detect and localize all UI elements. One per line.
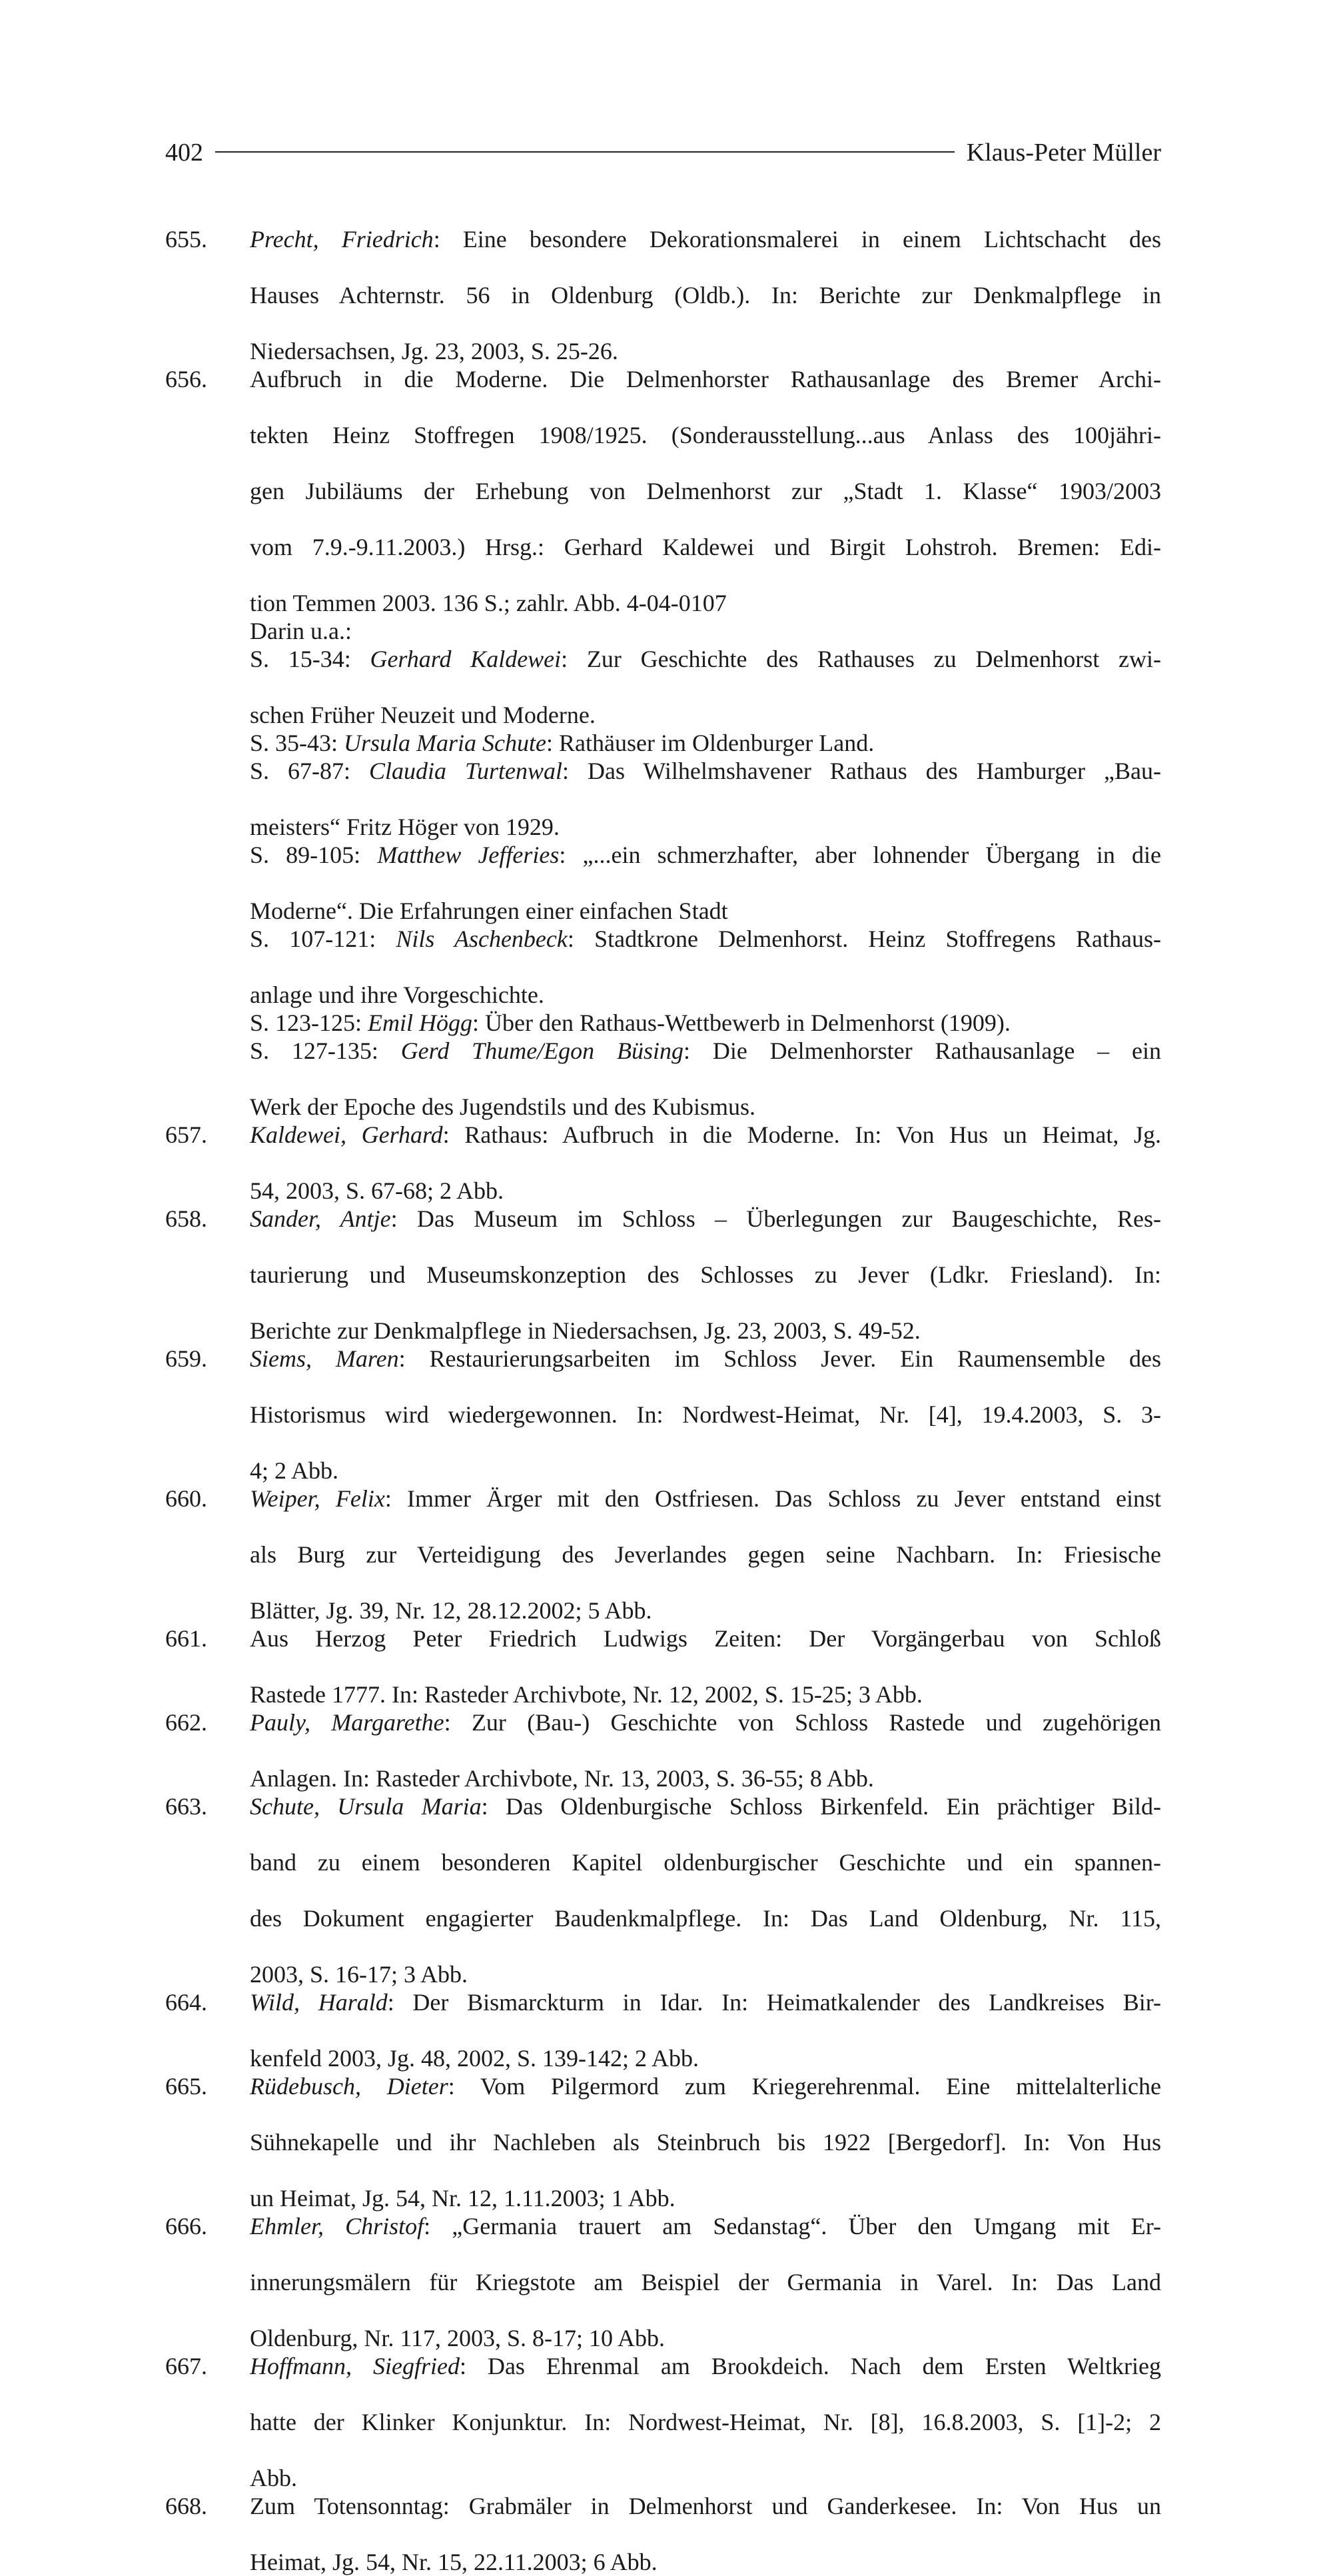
text-line	[250, 1177, 1161, 1205]
text-line	[250, 1009, 1161, 1037]
entry-author: Gerd Thume/Egon Büsing	[400, 1037, 684, 1064]
bibliography-entry	[165, 1121, 1161, 1205]
contents-item	[250, 757, 1161, 841]
bibliography-entry	[165, 1792, 1161, 1988]
entry-author: Emil Högg	[368, 1009, 473, 1036]
bibliography-entry	[165, 1708, 1161, 1792]
entry-text: meisters“ Fritz Höger von 1929.	[250, 814, 560, 840]
text-line	[250, 421, 1161, 477]
bibliography-entry	[165, 1624, 1161, 1708]
page-range: S. 107-121:	[250, 926, 396, 952]
text-line	[250, 1708, 1161, 1764]
entry-author: Weiper, Felix	[250, 1485, 385, 1512]
text-line	[250, 1960, 1161, 1988]
entry-text: anlage und ihre Vorgeschichte.	[250, 981, 544, 1008]
entry-number: 668.	[165, 2493, 207, 2519]
text-line	[250, 2044, 1161, 2072]
entry-author: Sander, Antje	[250, 1205, 391, 1232]
text-line	[250, 225, 1161, 281]
entry-author: Siems, Maren	[250, 1345, 399, 1372]
text-line	[250, 1988, 1161, 2044]
entry-text: Werk der Epoche des Jugendstils und des Kubismus.	[250, 1093, 755, 1120]
text-line	[250, 729, 1161, 757]
text-line	[250, 2352, 1161, 2408]
entry-author: Matthew Jefferies	[377, 842, 560, 868]
bibliography-list	[165, 225, 1161, 2576]
entry-text: : Die Delmenhorster Rathausanlage – ein	[683, 1037, 1161, 1064]
text-line	[250, 533, 1161, 589]
bibliography-entry	[165, 1485, 1161, 1624]
entry-text: taurierung und Museumskonzeption des Schlosses zu Jever (Ldkr. Friesland). In:	[250, 1261, 1161, 1288]
text-line	[250, 1904, 1161, 1960]
entry-text: : Stadtkrone Delmenhorst. Heinz Stoffregens Rathaus-	[567, 926, 1161, 952]
entry-author: Precht, Friedrich	[250, 226, 434, 253]
text-line	[250, 757, 1161, 813]
entry-author: Ursula Maria Schute	[344, 730, 546, 756]
contents-item	[250, 1037, 1161, 1121]
entry-text: Historismus wird wiedergewonnen. In: Nordwest-Heimat, Nr. [4], 19.4.2003, S. 3-	[250, 1401, 1161, 1428]
page-range: S. 89-105:	[250, 842, 378, 868]
text-line	[250, 2492, 1161, 2548]
entry-text: tekten Heinz Stoffregen 1908/1925. (Sonderausstellung...aus Anlass des 100jähri-	[250, 422, 1161, 448]
entry-text: kenfeld 2003, Jg. 48, 2002, S. 139-142; 2 Abb.	[250, 2045, 699, 2072]
text-line	[250, 1261, 1161, 1317]
entry-text: : Vom Pilgermord zum Kriegerehrenmal. Eine mittelalterliche	[448, 2073, 1161, 2100]
bibliography-entry	[165, 2492, 1161, 2576]
entry-text: : „Germania trauert am Sedanstag“. Über den Umgang mit Er-	[424, 2213, 1161, 2240]
entry-author: Wild, Harald	[250, 1989, 388, 2016]
text-line	[250, 2324, 1161, 2352]
entry-author: Nils Aschenbeck	[396, 926, 568, 952]
header-author: Klaus-Peter Müller	[966, 139, 1161, 167]
text-line	[250, 1764, 1161, 1792]
entry-author: Schute, Ursula Maria	[250, 1793, 482, 1820]
entry-text: : Das Ehrenmal am Brookdeich. Nach dem Ersten Weltkrieg	[459, 2353, 1161, 2379]
entry-text: als Burg zur Verteidigung des Jeverlandes gegen seine Nachbarn. In: Friesische	[250, 1541, 1161, 1568]
text-line	[250, 365, 1161, 421]
entry-text: band zu einem besonderen Kapitel oldenburgischer Geschichte und ein spannen-	[250, 1849, 1161, 1876]
contents-item	[250, 729, 1161, 757]
text-line	[250, 2212, 1161, 2268]
page-range: S. 123-125:	[250, 1009, 368, 1036]
entry-text: vom 7.9.-9.11.2003.) Hrsg.: Gerhard Kaldewei und Birgit Lohstroh. Bremen: Edi-	[250, 534, 1161, 560]
entry-text: : Das Museum im Schloss – Überlegungen zur Baugeschichte, Res-	[390, 1205, 1161, 1232]
entry-text: des Dokument engagierter Baudenkmalpflege. In: Das Land Oldenburg, Nr. 115,	[250, 1905, 1161, 1932]
text-line	[250, 2072, 1161, 2128]
text-line	[250, 2128, 1161, 2184]
contents-intro: Darin u.a.:	[250, 618, 352, 644]
entry-text: Blätter, Jg. 39, Nr. 12, 28.12.2002; 5 Abb.	[250, 1597, 652, 1624]
page-range: S. 127-135:	[250, 1037, 401, 1064]
entry-author: Kaldewei, Gerhard	[250, 1121, 443, 1148]
entry-text: : Restaurierungsarbeiten im Schloss Jever. Ein Raumensemble des	[398, 1345, 1161, 1372]
entry-text: hatte der Klinker Konjunktur. In: Nordwest-Heimat, Nr. [8], 16.8.2003, S. [1]-2; 2	[250, 2409, 1161, 2435]
page-number: 402	[165, 139, 203, 167]
text-line	[250, 813, 1161, 841]
entry-text: : Eine besondere Dekorationsmalerei in einem Lichtschacht des	[433, 226, 1161, 253]
text-line	[250, 1848, 1161, 1904]
entry-text: Sühnekapelle und ihr Nachleben als Steinbruch bis 1922 [Bergedorf]. In: Von Hus	[250, 2129, 1161, 2156]
entry-number: 661.	[165, 1625, 207, 1652]
bibliography-entry	[165, 1988, 1161, 2072]
text-line	[250, 897, 1161, 925]
entry-text: Moderne“. Die Erfahrungen einer einfachen Stadt	[250, 898, 728, 924]
text-line	[250, 337, 1161, 365]
header-rule	[215, 151, 955, 153]
contents-item	[250, 645, 1161, 729]
page-range: S. 15-34:	[250, 646, 370, 672]
text-line	[250, 2268, 1161, 2324]
entry-text: schen Früher Neuzeit und Moderne.	[250, 702, 596, 728]
entry-text: Zum Totensonntag: Grabmäler in Delmenhorst und Ganderkesee. In: Von Hus un	[250, 2493, 1161, 2519]
text-line	[250, 1037, 1161, 1093]
entry-number: 660.	[165, 1485, 207, 1512]
entry-text: : Immer Ärger mit den Ostfriesen. Das Schloss zu Jever entstand einst	[384, 1485, 1161, 1512]
entry-text: : Das Wilhelmshavener Rathaus des Hamburger „Bau-	[562, 758, 1161, 784]
text-line	[250, 925, 1161, 981]
text-line	[250, 1597, 1161, 1624]
entry-text: Anlagen. In: Rasteder Archivbote, Nr. 13, 2003, S. 36-55; 8 Abb.	[250, 1765, 874, 1792]
entry-number: 656.	[165, 366, 207, 392]
entry-text: 4; 2 Abb.	[250, 1457, 339, 1484]
bibliography-entry	[165, 225, 1161, 365]
entry-text: Oldenburg, Nr. 117, 2003, S. 8-17; 10 Abb.	[250, 2325, 666, 2351]
entry-author: Pauly, Margarethe	[250, 1709, 444, 1736]
entry-text: : „...ein schmerzhafter, aber lohnender Übergang in die	[559, 842, 1161, 868]
entry-text: : Über den Rathaus-Wettbewerb in Delmenhorst (1909).	[472, 1009, 1011, 1036]
entry-author: Hoffmann, Siegfried	[250, 2353, 460, 2379]
entry-text: : Der Bismarckturm in Idar. In: Heimatkalender des Landkreises Bir-	[387, 1989, 1161, 2016]
text-line	[250, 2184, 1161, 2212]
text-line	[250, 1624, 1161, 1680]
contents-item	[250, 1009, 1161, 1037]
text-line	[250, 1401, 1161, 1457]
entry-number: 667.	[165, 2353, 207, 2379]
entry-text: : Zur (Bau-) Geschichte von Schloss Rastede und zugehörigen	[444, 1709, 1161, 1736]
bibliography-entry	[165, 2352, 1161, 2492]
entry-number: 657.	[165, 1121, 207, 1148]
entry-number: 662.	[165, 1709, 207, 1736]
text-line	[250, 1792, 1161, 1848]
text-line	[250, 981, 1161, 1009]
entry-number: 663.	[165, 1793, 207, 1820]
text-line	[250, 1121, 1161, 1177]
entry-number: 665.	[165, 2073, 207, 2100]
entry-text: Aufbruch in die Moderne. Die Delmenhorster Rathausanlage des Bremer Archi-	[250, 366, 1161, 392]
entry-text: Aus Herzog Peter Friedrich Ludwigs Zeiten: Der Vorgängerbau von Schloß	[250, 1625, 1161, 1652]
entry-number: 658.	[165, 1205, 207, 1232]
entry-number: 659.	[165, 1345, 207, 1372]
entry-number: 666.	[165, 2213, 207, 2240]
entry-text: 54, 2003, S. 67-68; 2 Abb.	[250, 1177, 504, 1204]
text-line	[250, 1457, 1161, 1485]
entry-number: 664.	[165, 1989, 207, 2016]
text-line	[250, 589, 1161, 617]
text-line	[250, 1541, 1161, 1597]
page-range: S. 35-43:	[250, 730, 344, 756]
bibliography-entry	[165, 2072, 1161, 2212]
text-line	[250, 1345, 1161, 1401]
entry-text: : Zur Geschichte des Rathauses zu Delmenhorst zwi-	[561, 646, 1161, 672]
text-line	[250, 645, 1161, 701]
text-line	[250, 477, 1161, 533]
bibliography-entry	[165, 1205, 1161, 1345]
bibliography-entry	[165, 2212, 1161, 2352]
contents-item	[250, 925, 1161, 1009]
text-line	[250, 1485, 1161, 1541]
text-line	[250, 701, 1161, 729]
entry-text: : Rathäuser im Oldenburger Land.	[546, 730, 875, 756]
entry-text: innerungsmälern für Kriegstote am Beispiel der Germania in Varel. In: Das Land	[250, 2269, 1161, 2295]
running-header	[165, 136, 1161, 169]
text-line	[250, 1205, 1161, 1261]
text-line	[250, 1317, 1161, 1345]
entry-author: Gerhard Kaldewei	[370, 646, 562, 672]
page-range: S. 67-87:	[250, 758, 369, 784]
bibliography-entry	[165, 365, 1161, 1121]
text-line	[250, 841, 1161, 897]
entry-text: 2003, S. 16-17; 3 Abb.	[250, 1961, 468, 1988]
entry-text: un Heimat, Jg. 54, Nr. 12, 1.11.2003; 1 Abb.	[250, 2185, 675, 2212]
entry-text: Rastede 1777. In: Rasteder Archivbote, Nr. 12, 2002, S. 15-25; 3 Abb.	[250, 1681, 923, 1708]
text-line	[250, 2548, 1161, 2576]
entry-text: Abb.	[250, 2465, 297, 2491]
entry-number: 655.	[165, 226, 207, 253]
text-line	[250, 2464, 1161, 2492]
text-line	[250, 1680, 1161, 1708]
entry-text: : Rathaus: Aufbruch in die Moderne. In: Von Hus un Heimat, Jg.	[442, 1121, 1161, 1148]
entry-text: Niedersachsen, Jg. 23, 2003, S. 25-26.	[250, 338, 618, 364]
entry-author: Ehmler, Christof	[250, 2213, 424, 2240]
entry-author: Claudia Turtenwal	[369, 758, 563, 784]
text-line	[250, 2408, 1161, 2464]
entry-author: Rüdebusch, Dieter	[250, 2073, 448, 2100]
entry-text: Hauses Achternstr. 56 in Oldenburg (Oldb.). In: Berichte zur Denkmalpflege in	[250, 282, 1161, 309]
entry-text: gen Jubiläums der Erhebung von Delmenhorst zur „Stadt 1. Klasse“ 1903/2003	[250, 478, 1161, 504]
entry-text: Berichte zur Denkmalpflege in Niedersachsen, Jg. 23, 2003, S. 49-52.	[250, 1317, 921, 1344]
entry-text: tion Temmen 2003. 136 S.; zahlr. Abb. 4-04-0107	[250, 590, 727, 616]
bibliography-entry	[165, 1345, 1161, 1485]
entry-text: Heimat, Jg. 54, Nr. 15, 22.11.2003; 6 Abb.	[250, 2549, 658, 2575]
text-line	[250, 281, 1161, 337]
contents-item	[250, 841, 1161, 925]
entry-text: : Das Oldenburgische Schloss Birkenfeld. Ein prächtiger Bild-	[481, 1793, 1162, 1820]
text-line	[250, 1093, 1161, 1121]
